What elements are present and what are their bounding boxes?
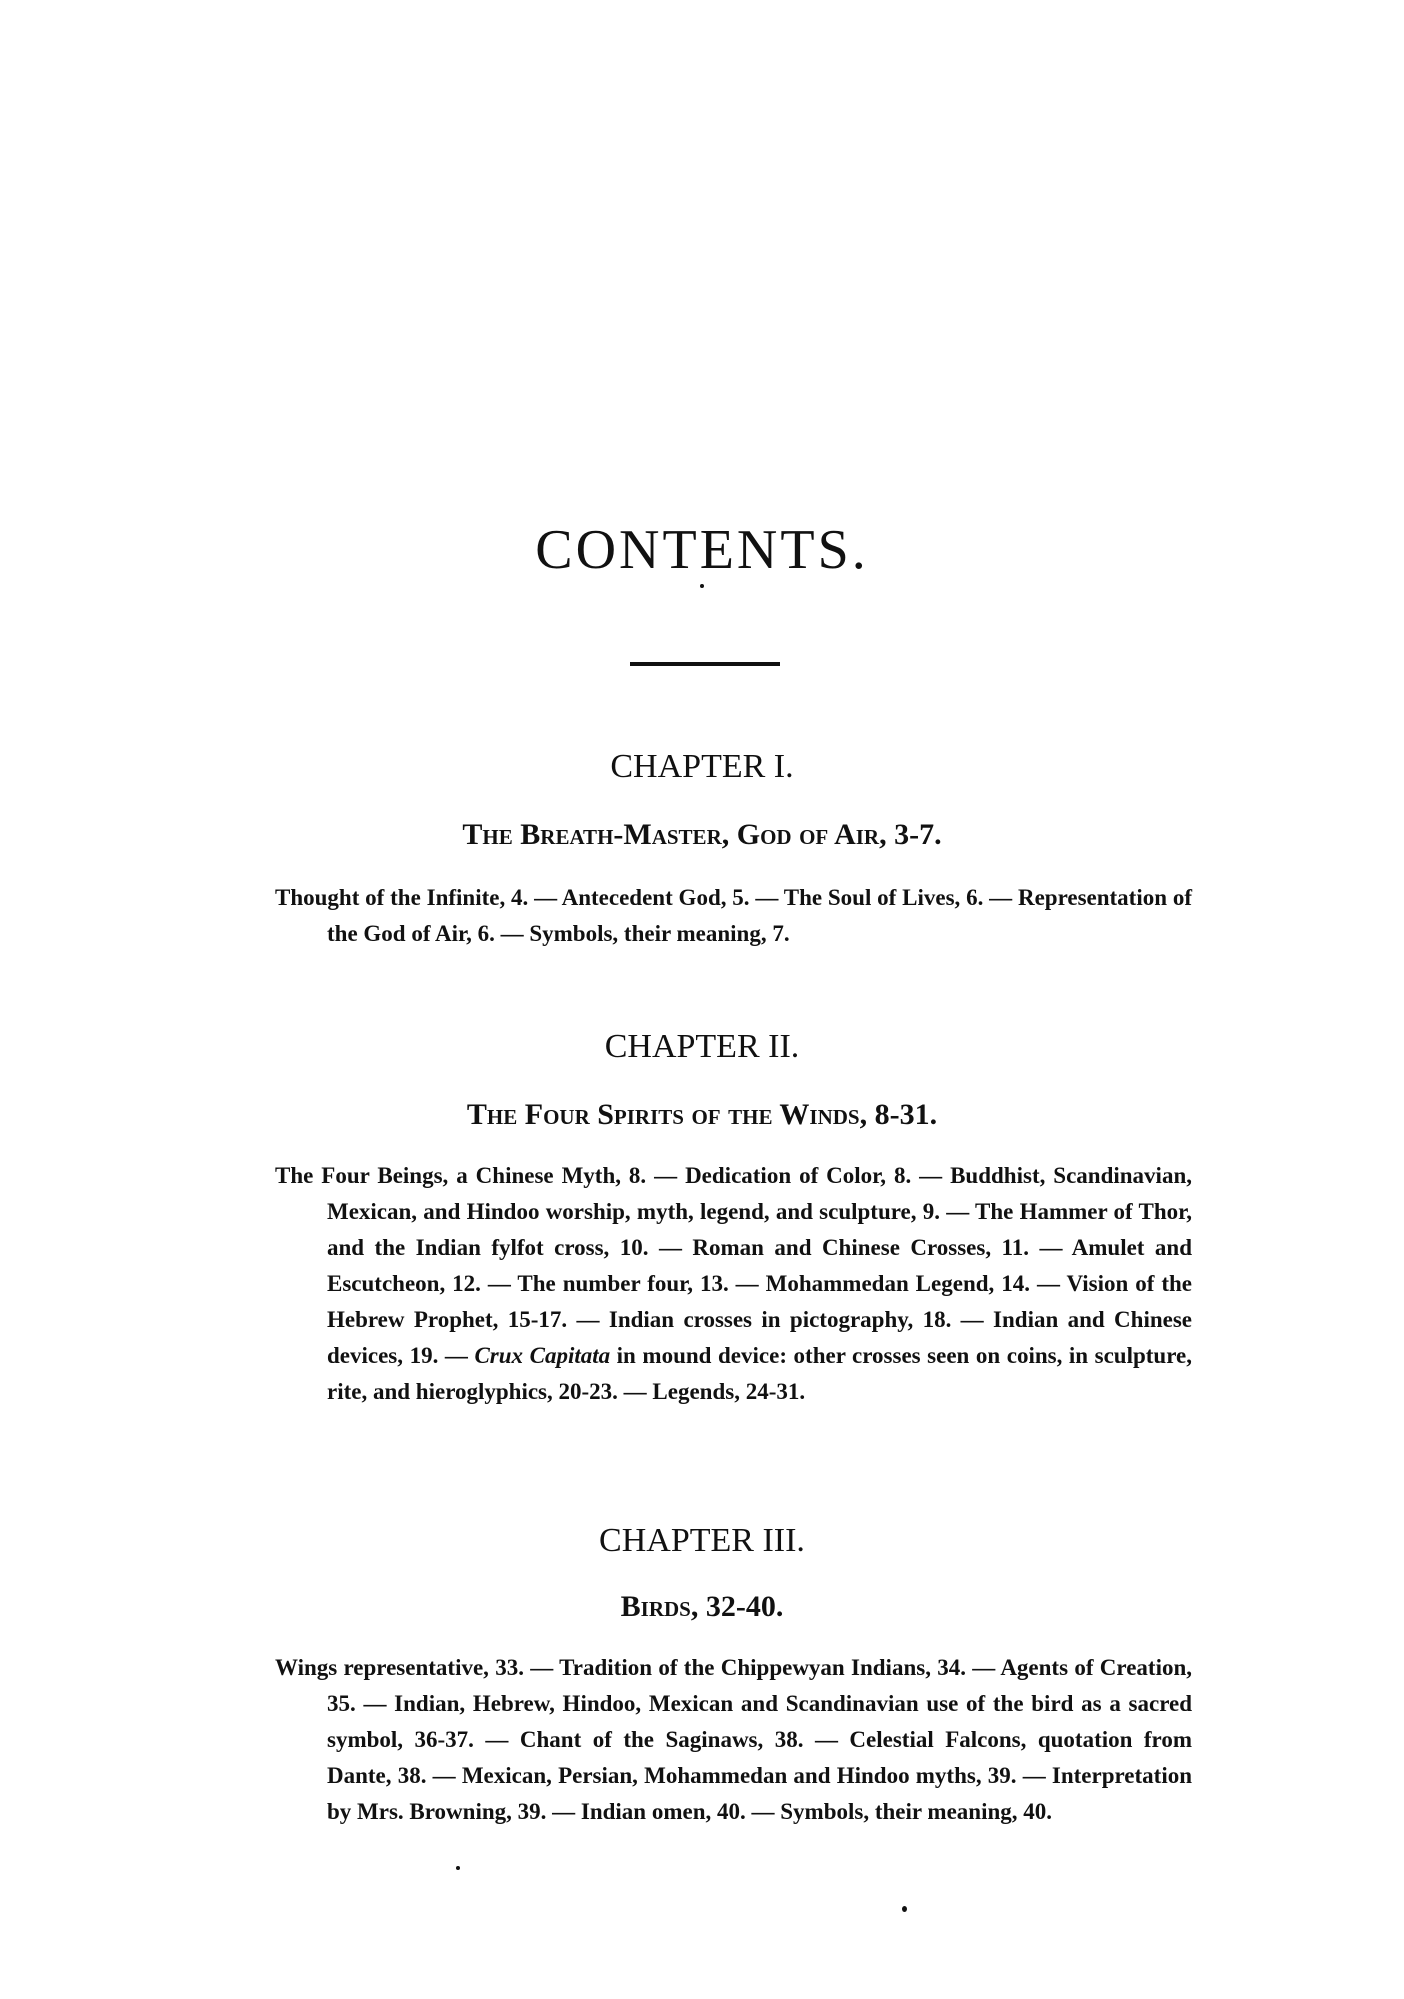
chapter-2-summary-part-2: in mound device: other crosses seen on coins, in sculpture, rite, and hieroglyphics, 20-23. — Legends, 24-31. bbox=[327, 1343, 1192, 1404]
chapter-2-heading: CHAPTER II. bbox=[604, 1028, 800, 1065]
scan-speck bbox=[456, 1866, 460, 1870]
chapter-1-subtitle: The Breath-Master, God of Air, 3-7. bbox=[462, 818, 942, 851]
chapter-2-summary-part-1: The Four Beings, a Chinese Myth, 8. — Dedication of Color, 8. — Buddhist, Scandinavian, Mexican, and Hindoo worship, myth, legend, and sculpture, 9. — The Hammer of Thor, and the Indian fylfot cross, 10. — Roman and Chinese Crosses, 11. — Amulet and Escutcheon, 12. — The number four, 13. — Mohammedan Legend, 14. — Vision of the Hebrew Prophet, 15-17. — Indian crosses in pictography, 18. — Indian and Chinese devices, 19. — bbox=[275, 1163, 1192, 1368]
chapter-2-summary bbox=[275, 1158, 1192, 1410]
scan-speck bbox=[902, 1906, 907, 1912]
chapter-2-subtitle: The Four Spirits of the Winds, 8-31. bbox=[466, 1098, 938, 1131]
chapter-2-summary-italic: Crux Capitata bbox=[474, 1343, 611, 1368]
chapter-1-summary: Thought of the Infinite, 4. — Antecedent God, 5. — The Soul of Lives, 6. — Representation of the God of Air, 6. — Symbols, their meaning, 7. bbox=[275, 885, 1192, 946]
chapter-3-heading: CHAPTER III. bbox=[599, 1522, 805, 1559]
chapter-3-subtitle: Birds, 32-40. bbox=[620, 1590, 784, 1623]
chapter-1-heading: CHAPTER I. bbox=[610, 748, 794, 785]
chapter-3-summary: Wings representative, 33. — Tradition of the Chippewyan Indians, 34. — Agents of Creation, 35. — Indian, Hebrew, Hindoo, Mexican and Scandinavian use of the bird as a sacred symbol, 36-37. — Chant of the Saginaws, 38. — Celestial Falcons, quotation from Dante, 38. — Mexican, Persian, Mohammedan and Hindoo myths, 39. — Interpretation by Mrs. Browning, 39. — Indian omen, 40. — Symbols, their meaning, 40. bbox=[275, 1655, 1192, 1824]
title-divider bbox=[630, 662, 780, 666]
page-title: CONTENTS. bbox=[535, 519, 869, 581]
scan-speck bbox=[700, 584, 704, 588]
